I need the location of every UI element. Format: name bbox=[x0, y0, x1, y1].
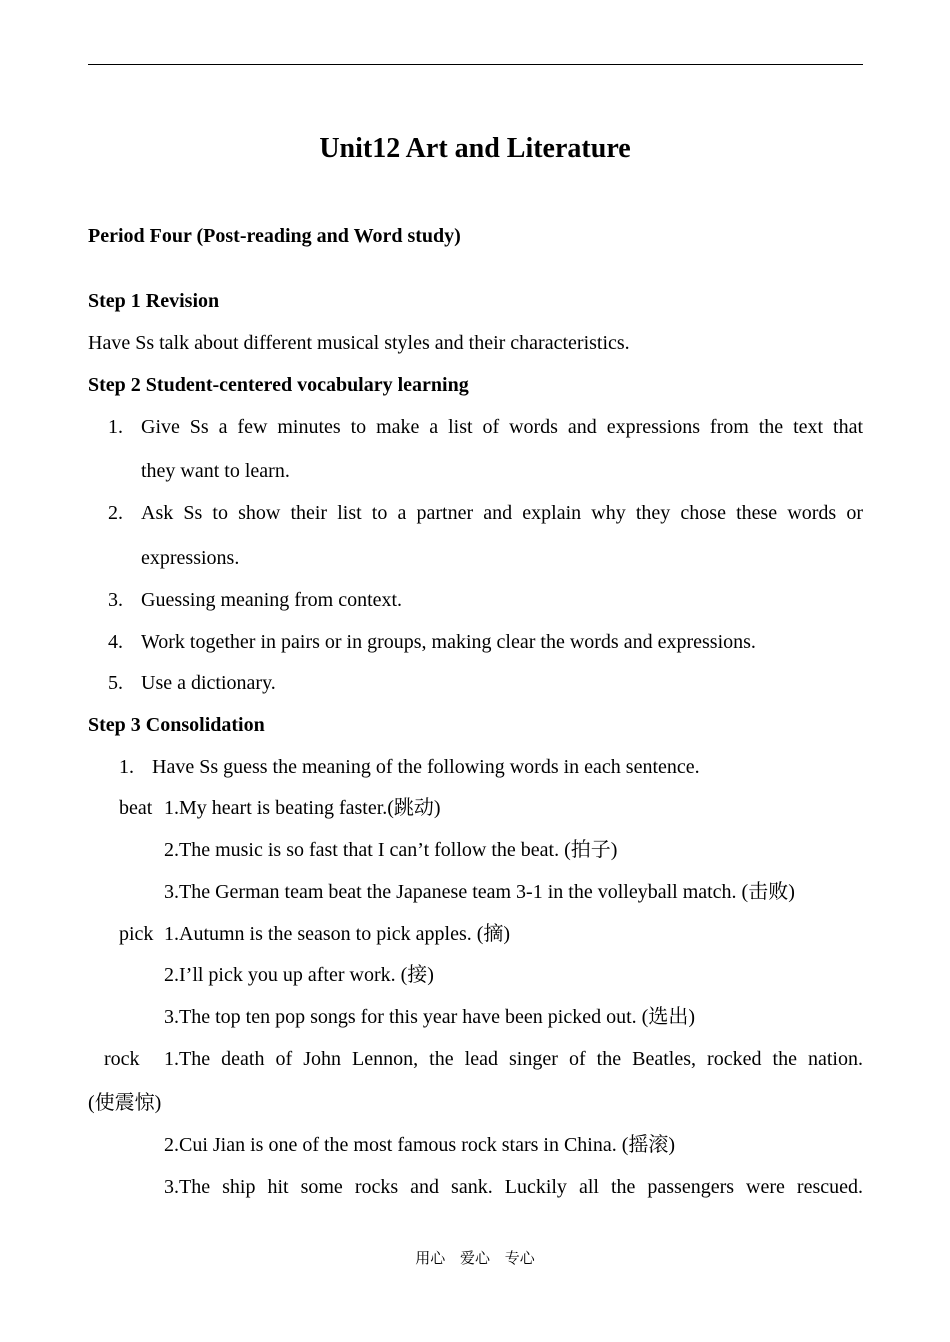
example-sentence: 1.Autumn is the season to pick apples. (摘) bbox=[164, 923, 511, 945]
list-item-text-cont: they want to learn. bbox=[141, 460, 290, 482]
example-sentence: 1.The death of John Lennon, the lead singer of the Beatles, rocked the nation. bbox=[164, 1048, 863, 1070]
example-sentence-cont: (使震惊) bbox=[88, 1092, 162, 1114]
step3-heading: Step 3 Consolidation bbox=[88, 714, 265, 736]
step3-intro-text: Have Ss guess the meaning of the following words in each sentence. bbox=[152, 756, 700, 778]
example-sentence: 3.The German team beat the Japanese team 3-1 in the volleyball match. (击败) bbox=[164, 881, 795, 903]
step3-intro-number: 1. bbox=[119, 756, 134, 778]
list-item-number: 5. bbox=[108, 672, 123, 694]
list-item-number: 2. bbox=[108, 502, 123, 524]
footer-text: 爱心 bbox=[459, 1249, 490, 1267]
step2-heading: Step 2 Student-centered vocabulary learning bbox=[88, 374, 469, 396]
header-rule bbox=[88, 64, 863, 65]
example-sentence: 1.My heart is beating faster.(跳动) bbox=[164, 797, 441, 819]
word-label-rock: rock bbox=[104, 1048, 140, 1070]
document-title: Unit12 Art and Literature bbox=[319, 133, 631, 164]
word-label-pick: pick bbox=[119, 923, 154, 945]
example-sentence: 2.The music is so fast that I can’t follow the beat. (拍子) bbox=[164, 839, 618, 861]
list-item-text: Work together in pairs or in groups, making clear the words and expressions. bbox=[141, 631, 756, 653]
example-sentence: 2.I’ll pick you up after work. (接) bbox=[164, 964, 434, 986]
list-item-number: 3. bbox=[108, 589, 123, 611]
list-item-text: Ask Ss to show their list to a partner and explain why they chose these words or bbox=[141, 502, 863, 524]
step1-text: Have Ss talk about different musical styles and their characteristics. bbox=[88, 332, 630, 354]
example-sentence: 2.Cui Jian is one of the most famous rock stars in China. (摇滚) bbox=[164, 1134, 676, 1156]
list-item-number: 4. bbox=[108, 631, 123, 653]
period-heading: Period Four (Post-reading and Word study) bbox=[88, 225, 461, 247]
list-item-number: 1. bbox=[108, 416, 123, 438]
list-item-text: Use a dictionary. bbox=[141, 672, 276, 694]
footer-text: 用心 bbox=[415, 1249, 446, 1267]
list-item-text-cont: expressions. bbox=[141, 547, 240, 569]
example-sentence: 3.The ship hit some rocks and sank. Luckily all the passengers were rescued. bbox=[164, 1176, 863, 1198]
example-sentence: 3.The top ten pop songs for this year have been picked out. (选出) bbox=[164, 1006, 695, 1028]
word-label-beat: beat bbox=[119, 797, 153, 819]
step1-heading: Step 1 Revision bbox=[88, 290, 220, 312]
list-item-text: Guessing meaning from context. bbox=[141, 589, 403, 611]
list-item-text: Give Ss a few minutes to make a list of words and expressions from the text that bbox=[141, 416, 863, 438]
footer-text: 专心 bbox=[504, 1249, 535, 1267]
page-footer bbox=[0, 1247, 950, 1268]
